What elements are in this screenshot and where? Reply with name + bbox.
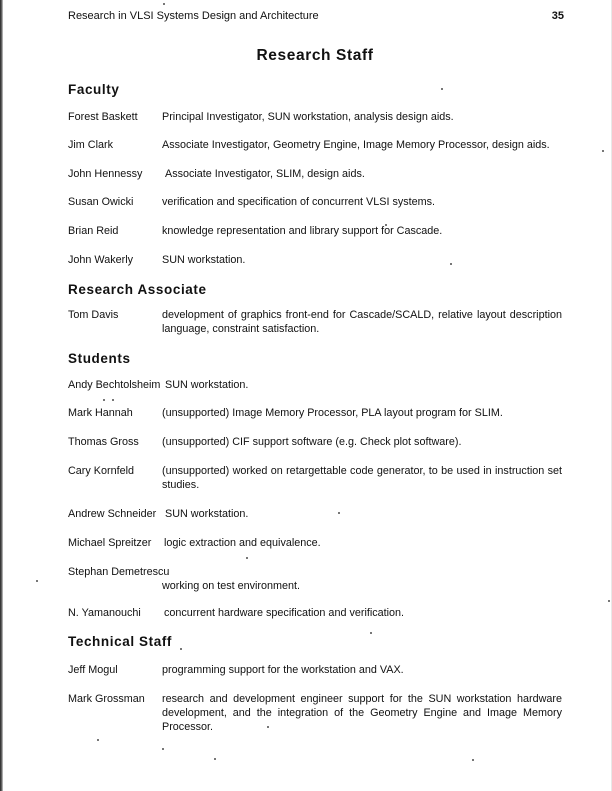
section-heading-faculty: Faculty [68, 82, 120, 97]
scan-speck [608, 600, 610, 602]
staff-name: Thomas Gross [68, 436, 139, 448]
scan-speck [450, 263, 452, 265]
staff-description: SUN workstation. [165, 508, 249, 520]
scan-speck [602, 150, 604, 152]
scan-speck [338, 512, 340, 514]
staff-name: Susan Owicki [68, 196, 134, 208]
staff-description: research and development engineer support for the SUN workstation hardware development, and the integration of the Geometry Engine and Image Memory Processor. [162, 693, 562, 733]
staff-name: Michael Spreitzer [68, 537, 152, 549]
staff-description: working on test environment. [162, 580, 301, 592]
scan-speck [370, 632, 372, 634]
staff-name: Jim Clark [68, 139, 113, 151]
running-header [68, 10, 564, 22]
section-heading-students: Students [68, 351, 131, 366]
staff-description: SUN workstation. [162, 254, 246, 266]
staff-description: Principal Investigator, SUN workstation, analysis design aids. [162, 111, 454, 123]
staff-name: Andrew Schneider [68, 508, 157, 520]
staff-name: John Wakerly [68, 254, 134, 266]
scan-speck [112, 399, 114, 401]
staff-description: concurrent hardware specification and verification. [164, 607, 405, 619]
staff-description: development of graphics front-end for Cascade/SCALD, relative layout description language, constraint satisfaction. [162, 309, 562, 335]
scan-speck [246, 557, 248, 559]
scan-speck [472, 759, 474, 761]
staff-name: Forest Baskett [68, 111, 138, 123]
scan-speck [180, 648, 182, 650]
scan-speck [214, 758, 216, 760]
staff-description: Associate Investigator, Geometry Engine, Image Memory Processor, design aids. [162, 139, 550, 151]
scan-speck [267, 726, 269, 728]
scan-speck [162, 748, 164, 750]
section-heading-technical-staff: Technical Staff [68, 634, 173, 649]
page-number: 35 [551, 10, 564, 22]
staff-name: Tom Davis [68, 309, 119, 321]
page-title: Research Staff [256, 47, 374, 64]
scan-speck [441, 88, 443, 90]
staff-description: (unsupported) CIF support software (e.g. Check plot software). [162, 436, 462, 448]
staff-name: Jeff Mogul [68, 664, 118, 676]
staff-name: Stephan Demetrescu [68, 566, 170, 578]
staff-description: Associate Investigator, SLIM, design aids. [165, 168, 365, 180]
staff-name: John Hennessy [68, 168, 143, 180]
staff-description: (unsupported) worked on retargettable code generator, to be used in instruction set studies. [162, 465, 562, 491]
staff-name: Andy Bechtolsheim [68, 379, 161, 391]
staff-name: Mark Grossman [68, 693, 145, 705]
scan-speck [163, 3, 165, 5]
staff-description: verification and specification of concurrent VLSI systems. [162, 196, 436, 208]
scan-speck [385, 224, 387, 226]
running-title: Research in VLSI Systems Design and Architecture [68, 10, 319, 22]
staff-name: Cary Kornfeld [68, 465, 135, 477]
staff-description: (unsupported) Image Memory Processor, PLA layout program for SLIM. [162, 407, 503, 419]
scan-speck [103, 399, 105, 401]
staff-description: logic extraction and equivalence. [164, 537, 321, 549]
staff-name: N. Yamanouchi [68, 607, 141, 619]
section-heading-research-associate: Research Associate [68, 282, 207, 297]
staff-description: knowledge representation and library support for Cascade. [162, 225, 443, 237]
scan-speck [36, 580, 38, 582]
staff-description: SUN workstation. [165, 379, 249, 391]
staff-description: programming support for the workstation and VAX. [162, 664, 404, 676]
staff-name: Brian Reid [68, 225, 119, 237]
scan-left-edge [0, 0, 3, 791]
scan-speck [97, 739, 99, 741]
staff-name: Mark Hannah [68, 407, 133, 419]
